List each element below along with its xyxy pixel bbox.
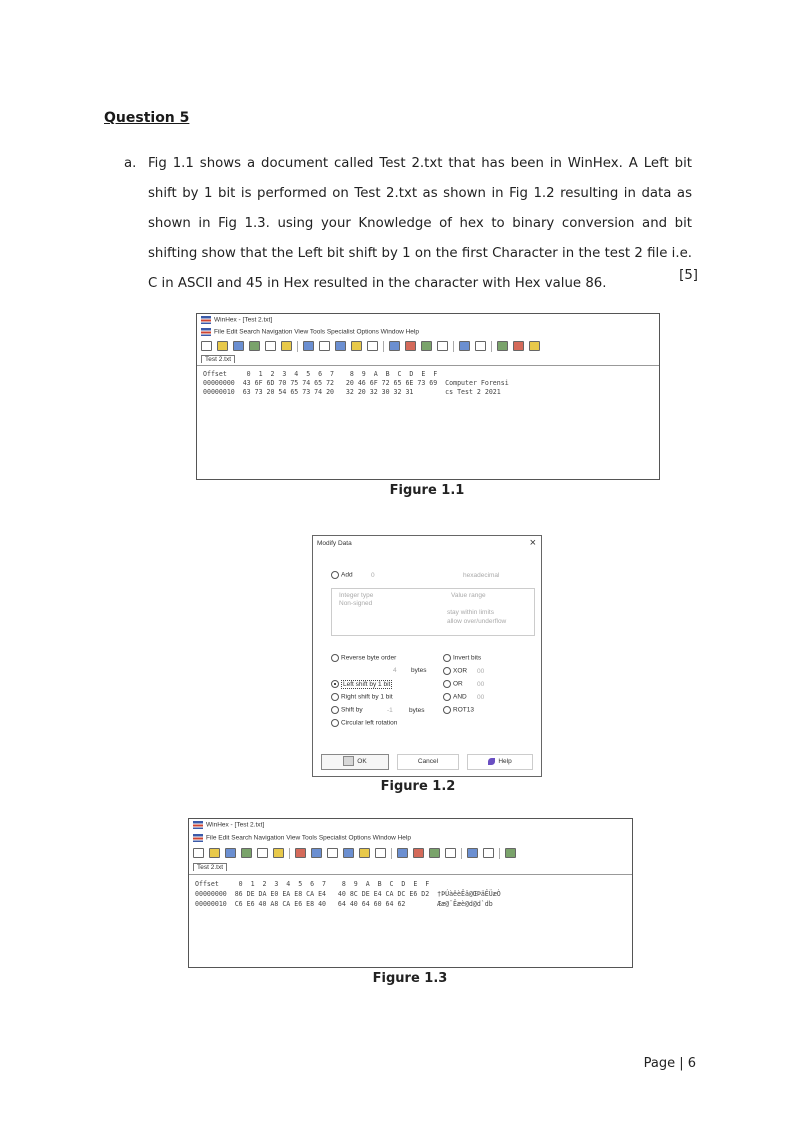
menu-app-icon xyxy=(193,834,203,842)
replace-icon[interactable] xyxy=(429,848,440,858)
and-label: AND xyxy=(453,693,467,701)
integer-type-label: Integer type xyxy=(339,592,374,599)
help-icon xyxy=(488,758,495,765)
toolbar xyxy=(201,339,540,353)
shift-value[interactable]: -1 xyxy=(387,707,393,714)
undo-arrow-icon[interactable] xyxy=(295,848,306,858)
hex-header: Offset 0 1 2 3 4 5 6 7 8 9 A B C D E F xyxy=(203,370,438,378)
left-shift-label: Left shift by 1 bit xyxy=(343,680,391,688)
help-button[interactable] xyxy=(467,754,533,770)
xor-label: XOR xyxy=(453,667,468,675)
add-label: Add xyxy=(341,571,353,579)
find-icon[interactable] xyxy=(397,848,408,858)
hex-row-0[interactable]: 00000000 43 6F 6D 70 75 74 65 72 20 46 6F 72 65 6E 73 69 Computer Forensi xyxy=(203,379,509,387)
circular-label: Circular left rotation xyxy=(341,719,398,727)
paste-special-icon[interactable] xyxy=(335,341,346,351)
find-next-icon[interactable] xyxy=(405,341,416,351)
save-icon[interactable] xyxy=(225,848,236,858)
rot13-label: ROT13 xyxy=(453,706,474,714)
question-heading: Question 5 xyxy=(104,110,190,126)
open-folder-icon[interactable] xyxy=(217,341,228,351)
hex-row-0[interactable]: 00000000 86 DE DA E0 EA E8 CA E4 40 8C DE E4 CA DC E6 D2 †ÞÚàêèÊä@ŒÞäÊÜæÒ xyxy=(195,890,501,898)
question-marks: [5] xyxy=(679,268,698,283)
or-label: OR xyxy=(453,680,463,688)
shift-by-label: Shift by xyxy=(341,706,363,714)
modify-data-icon[interactable] xyxy=(367,341,378,351)
allow-overflow[interactable]: allow over/underflow xyxy=(447,618,507,625)
undo-icon[interactable] xyxy=(249,341,260,351)
winhex-logo-icon xyxy=(201,316,211,324)
menu-app-icon xyxy=(201,328,211,336)
circular-radio[interactable] xyxy=(331,719,339,727)
ram-icon[interactable] xyxy=(513,341,524,351)
figure-caption-2: Figure 1.2 xyxy=(380,779,456,794)
right-shift-radio[interactable] xyxy=(331,693,339,701)
hex-header: Offset 0 1 2 3 4 5 6 7 8 9 A B C D E F xyxy=(195,880,430,888)
window-title: WinHex - [Test 2.txt] xyxy=(214,316,273,324)
clipboard-icon[interactable] xyxy=(359,848,370,858)
and-radio[interactable] xyxy=(443,693,451,701)
menu-bar[interactable]: File Edit Search Navigation View Tools Specialist Options Window Help xyxy=(206,834,411,842)
copy-icon[interactable] xyxy=(303,341,314,351)
reverse-label: Reverse byte order xyxy=(341,654,397,662)
help-label: Help xyxy=(498,758,512,765)
invert-radio[interactable] xyxy=(443,654,451,662)
bytes-count[interactable]: 4 xyxy=(393,667,397,674)
xor-radio[interactable] xyxy=(443,667,451,675)
goto-offset-icon[interactable] xyxy=(467,848,478,858)
dialog-title: Modify Data xyxy=(317,540,352,547)
paste-icon[interactable] xyxy=(327,848,338,858)
replace-icon[interactable] xyxy=(421,341,432,351)
question-label: a. xyxy=(124,156,137,171)
invert-label: Invert bits xyxy=(453,654,482,662)
hex-row-1[interactable]: 00000010 C6 E6 40 A8 CA E6 E8 40 64 40 64 60 64 62 Ææ@¨Êæè@d@d`db xyxy=(195,900,493,908)
hexadecimal-label: hexadecimal xyxy=(463,572,500,579)
properties-icon[interactable] xyxy=(281,341,292,351)
toolbar xyxy=(193,846,516,860)
shift-by-radio[interactable] xyxy=(331,706,339,714)
xor-value[interactable]: 00 xyxy=(477,668,485,675)
non-signed-label: Non-signed xyxy=(339,600,373,607)
undo-icon[interactable] xyxy=(241,848,252,858)
modify-data-icon[interactable] xyxy=(375,848,386,858)
new-file-icon[interactable] xyxy=(193,848,204,858)
right-shift-label: Right shift by 1 bit xyxy=(341,693,393,701)
question-paragraph xyxy=(124,149,692,299)
window-title: WinHex - [Test 2.txt] xyxy=(206,821,265,829)
disk-icon[interactable] xyxy=(505,848,516,858)
close-icon[interactable]: × xyxy=(529,537,536,549)
ok-icon xyxy=(343,756,354,766)
winhex-window-before xyxy=(196,313,660,480)
hex-search-icon[interactable] xyxy=(437,341,448,351)
paste-special-icon[interactable] xyxy=(343,848,354,858)
cut-icon[interactable] xyxy=(265,341,276,351)
goto-offset-icon[interactable] xyxy=(459,341,470,351)
hex-row-1[interactable]: 00000010 63 73 20 54 65 73 74 20 32 20 32 30 32 31 cs Test 2 2021 xyxy=(203,388,501,396)
cut-icon[interactable] xyxy=(257,848,268,858)
ok-label: OK xyxy=(357,758,367,765)
or-radio[interactable] xyxy=(443,680,451,688)
shift-bytes-label: bytes xyxy=(409,707,425,714)
properties-icon[interactable] xyxy=(273,848,284,858)
figure-caption-1: Figure 1.1 xyxy=(389,483,465,498)
winhex-window-after xyxy=(188,818,633,968)
reverse-radio[interactable] xyxy=(331,654,339,662)
disk-icon[interactable] xyxy=(497,341,508,351)
clipboard-icon[interactable] xyxy=(351,341,362,351)
page-number: Page | 6 xyxy=(643,1056,696,1071)
hex-search-icon[interactable] xyxy=(445,848,456,858)
question-text: Fig 1.1 shows a document called Test 2.txt that has been in WinHex. A Left bit shift by 1 bit is performed on Test 2.txt as shown in Fig 1.2 resulting in data as shown in Fig 1.3. using your Knowledge of hex to binary conversion and bit shifting show that the Left bit shift by 1 on the first Character in the test 2 file i.e. C in ASCII and 45 in Hex resulted in the character with Hex value 86. xyxy=(148,156,692,291)
back-icon[interactable] xyxy=(475,341,486,351)
find-next-icon[interactable] xyxy=(413,848,424,858)
value-range-label: Value range xyxy=(451,592,486,599)
back-icon[interactable] xyxy=(483,848,494,858)
winhex-logo-icon xyxy=(193,821,203,829)
search-icon[interactable] xyxy=(529,341,540,351)
figure-caption-3: Figure 1.3 xyxy=(372,971,448,986)
save-icon[interactable] xyxy=(233,341,244,351)
paste-icon[interactable] xyxy=(319,341,330,351)
bytes-label: bytes xyxy=(411,667,427,674)
open-folder-icon[interactable] xyxy=(209,848,220,858)
modify-data-dialog xyxy=(312,535,542,777)
tab-test2[interactable]: Test 2.txt xyxy=(201,355,235,363)
and-value[interactable]: 00 xyxy=(477,694,485,701)
tab-test2[interactable]: Test 2.txt xyxy=(193,863,227,871)
rot13-radio[interactable] xyxy=(443,706,451,714)
find-icon[interactable] xyxy=(389,341,400,351)
copy-icon[interactable] xyxy=(311,848,322,858)
left-shift-radio[interactable] xyxy=(331,680,339,688)
or-value[interactable]: 00 xyxy=(477,681,485,688)
cancel-button[interactable]: Cancel xyxy=(397,754,459,770)
stay-within-limits[interactable]: stay within limits xyxy=(447,609,494,616)
ok-button[interactable] xyxy=(321,754,389,770)
add-radio[interactable] xyxy=(331,571,339,579)
menu-bar[interactable]: File Edit Search Navigation View Tools Specialist Options Window Help xyxy=(214,328,419,336)
add-value[interactable]: 0 xyxy=(371,572,375,579)
new-file-icon[interactable] xyxy=(201,341,212,351)
